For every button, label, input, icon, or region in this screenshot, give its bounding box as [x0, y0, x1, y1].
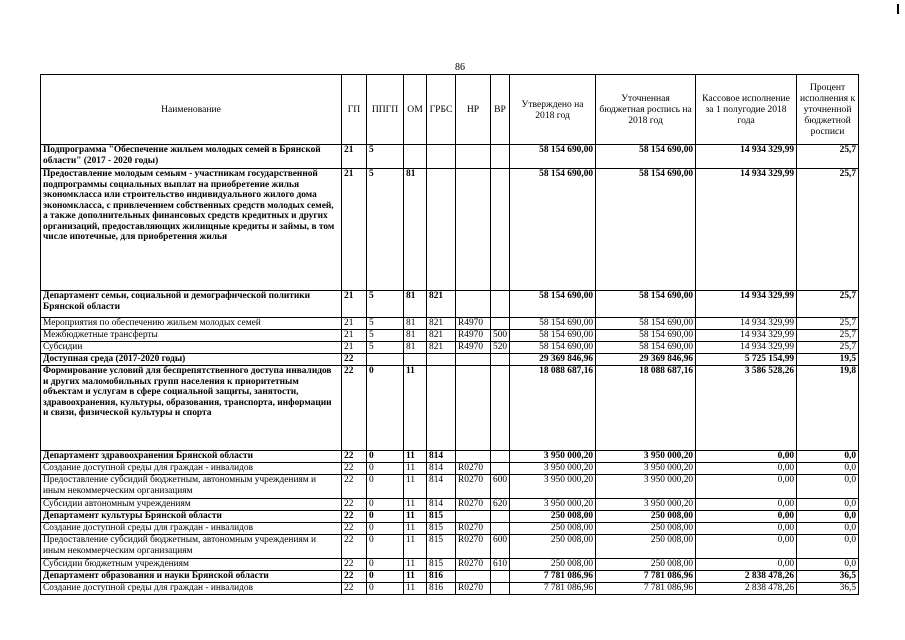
cell-om: 11 — [404, 366, 427, 451]
budget-table — [40, 74, 859, 595]
cell-refined: 58 154 690,00 — [596, 169, 696, 291]
cell-grbs: 814 — [427, 499, 456, 511]
cell-vr — [491, 318, 510, 330]
cell-vr — [491, 451, 510, 463]
table-row — [41, 559, 859, 571]
cell-ppgp: 0 — [367, 475, 404, 499]
cell-nr — [456, 511, 491, 523]
cell-ppgp: 0 — [367, 451, 404, 463]
table-row — [41, 169, 859, 291]
table-row — [41, 475, 859, 499]
cell-approved: 58 154 690,00 — [510, 169, 596, 291]
cell-cash: 0,00 — [696, 499, 797, 511]
cell-gp: 22 — [342, 499, 367, 511]
cell-gp: 21 — [342, 291, 367, 318]
cell-cash: 14 934 329,99 — [696, 342, 797, 354]
table-row — [41, 463, 859, 475]
cell-cash: 14 934 329,99 — [696, 169, 797, 291]
cell-grbs — [427, 169, 456, 291]
cell-approved: 58 154 690,00 — [510, 318, 596, 330]
header-grbs: ГРБС — [427, 75, 456, 145]
cell-refined: 58 154 690,00 — [596, 342, 696, 354]
cell-gp: 21 — [342, 145, 367, 169]
cell-ppgp: 0 — [367, 559, 404, 571]
cell-name: Создание доступной среды для граждан - инвалидов — [41, 523, 342, 535]
cell-vr: 600 — [491, 475, 510, 499]
cell-grbs — [427, 366, 456, 451]
cell-gp: 21 — [342, 342, 367, 354]
cell-nr: R0270 — [456, 559, 491, 571]
cell-gp: 22 — [342, 559, 367, 571]
cell-name: Предоставление молодым семьям - участникам государственной подпрограммы социальных выплат на приобретение жилья экономкласса или строительство индивидуального жилого дома экономкласса, с привлечением собственных средств молодых семей, а также дополнительных финансовых средств кредитных и других организаций, предоставляющих жилищные кредиты и займы, в том числе ипотечные, для приобретения жилья — [41, 169, 342, 291]
cell-ppgp: 5 — [367, 330, 404, 342]
cell-name: Департамент семьи, социальной и демографической политики Брянской области — [41, 291, 342, 318]
table-row — [41, 366, 859, 451]
cell-name: Субсидии бюджетным учреждениям — [41, 559, 342, 571]
cell-percent: 0,0 — [797, 451, 859, 463]
cell-nr — [456, 291, 491, 318]
cell-grbs: 814 — [427, 463, 456, 475]
cell-gp: 22 — [342, 523, 367, 535]
table-row — [41, 330, 859, 342]
cell-cash: 0,00 — [696, 451, 797, 463]
cell-refined: 58 154 690,00 — [596, 291, 696, 318]
cell-percent: 0,0 — [797, 475, 859, 499]
cell-nr: R0270 — [456, 583, 491, 595]
cell-grbs: 815 — [427, 535, 456, 559]
cell-ppgp: 0 — [367, 583, 404, 595]
cell-refined: 250 008,00 — [596, 523, 696, 535]
cell-vr — [491, 583, 510, 595]
cell-approved: 18 088 687,16 — [510, 366, 596, 451]
header-ppgp: ППГП — [367, 75, 404, 145]
cell-approved: 7 781 086,96 — [510, 571, 596, 583]
cell-refined: 3 950 000,20 — [596, 475, 696, 499]
cell-approved: 58 154 690,00 — [510, 291, 596, 318]
table-row — [41, 571, 859, 583]
cell-percent: 0,0 — [797, 559, 859, 571]
header-om: ОМ — [404, 75, 427, 145]
header-approved: Утверждено на 2018 год — [510, 75, 596, 145]
cell-nr — [456, 366, 491, 451]
cell-percent: 36,5 — [797, 583, 859, 595]
cell-gp: 21 — [342, 330, 367, 342]
cell-ppgp: 0 — [367, 499, 404, 511]
cell-om: 81 — [404, 342, 427, 354]
cell-percent: 0,0 — [797, 523, 859, 535]
cell-gp: 22 — [342, 451, 367, 463]
table-row — [41, 499, 859, 511]
cell-gp: 22 — [342, 475, 367, 499]
cell-cash: 0,00 — [696, 511, 797, 523]
cell-approved: 3 950 000,20 — [510, 451, 596, 463]
cell-name: Субсидии — [41, 342, 342, 354]
cell-om: 81 — [404, 169, 427, 291]
cell-percent: 0,0 — [797, 535, 859, 559]
cell-om: 81 — [404, 330, 427, 342]
cell-approved: 3 950 000,20 — [510, 463, 596, 475]
cell-name: Субсидии автономным учреждениям — [41, 499, 342, 511]
cell-ppgp: 0 — [367, 366, 404, 451]
cell-name: Предоставление субсидий бюджетным, автономным учреждениям и иным некоммерческим организациям — [41, 475, 342, 499]
cell-om — [404, 354, 427, 366]
cell-percent: 36,5 — [797, 571, 859, 583]
cell-grbs: 814 — [427, 475, 456, 499]
table-row — [41, 342, 859, 354]
cell-percent: 0,0 — [797, 511, 859, 523]
cell-refined: 58 154 690,00 — [596, 145, 696, 169]
cell-om: 11 — [404, 559, 427, 571]
cell-gp: 22 — [342, 463, 367, 475]
cell-gp: 22 — [342, 366, 367, 451]
cell-refined: 7 781 086,96 — [596, 583, 696, 595]
header-nr: НР — [456, 75, 491, 145]
cell-nr: R4970 — [456, 342, 491, 354]
header-gp: ГП — [342, 75, 367, 145]
cell-approved: 3 950 000,20 — [510, 499, 596, 511]
cell-grbs — [427, 354, 456, 366]
cell-percent: 19,5 — [797, 354, 859, 366]
cell-ppgp: 5 — [367, 169, 404, 291]
cell-vr: 520 — [491, 342, 510, 354]
cell-gp: 22 — [342, 511, 367, 523]
cell-name: Департамент образования и науки Брянской области — [41, 571, 342, 583]
cell-vr: 500 — [491, 330, 510, 342]
cell-om: 11 — [404, 475, 427, 499]
cell-nr — [456, 145, 491, 169]
table-row — [41, 318, 859, 330]
cell-cash: 14 934 329,99 — [696, 330, 797, 342]
cell-grbs: 816 — [427, 583, 456, 595]
cell-approved: 250 008,00 — [510, 511, 596, 523]
cell-name: Создание доступной среды для граждан - инвалидов — [41, 463, 342, 475]
cell-cash: 0,00 — [696, 559, 797, 571]
cell-nr — [456, 451, 491, 463]
cell-approved: 58 154 690,00 — [510, 145, 596, 169]
cell-vr: 620 — [491, 499, 510, 511]
cell-name: Департамент здравоохранения Брянской области — [41, 451, 342, 463]
cell-om: 81 — [404, 318, 427, 330]
table-row — [41, 291, 859, 318]
cell-grbs: 821 — [427, 330, 456, 342]
cell-name: Подпрограмма "Обеспечение жильем молодых семей в Брянской области" (2017 - 2020 годы) — [41, 145, 342, 169]
cell-percent: 25,7 — [797, 291, 859, 318]
page-number: 86 — [455, 62, 465, 73]
cell-cash: 3 586 528,26 — [696, 366, 797, 451]
header-cash: Кассовое исполнение за 1 полугодие 2018 года — [696, 75, 797, 145]
header-percent: Процент исполнения к уточненной бюджетной росписи — [797, 75, 859, 145]
cell-grbs: 814 — [427, 451, 456, 463]
cell-vr — [491, 291, 510, 318]
cell-approved: 58 154 690,00 — [510, 330, 596, 342]
cell-gp: 22 — [342, 583, 367, 595]
cell-refined: 58 154 690,00 — [596, 318, 696, 330]
cell-vr — [491, 571, 510, 583]
cell-om: 11 — [404, 583, 427, 595]
cell-refined: 3 950 000,20 — [596, 451, 696, 463]
cell-approved: 250 008,00 — [510, 535, 596, 559]
cell-grbs: 821 — [427, 291, 456, 318]
cell-name: Создание доступной среды для граждан - инвалидов — [41, 583, 342, 595]
cell-vr — [491, 354, 510, 366]
header-refined: Уточненная бюджетная роспись на 2018 год — [596, 75, 696, 145]
cell-percent: 19,8 — [797, 366, 859, 451]
cell-gp: 21 — [342, 169, 367, 291]
cell-cash: 0,00 — [696, 523, 797, 535]
cell-refined: 3 950 000,20 — [596, 499, 696, 511]
cell-cash: 0,00 — [696, 535, 797, 559]
cell-vr — [491, 366, 510, 451]
cell-ppgp: 0 — [367, 523, 404, 535]
cell-om: 81 — [404, 291, 427, 318]
cell-vr — [491, 145, 510, 169]
cell-om: 11 — [404, 451, 427, 463]
cell-grbs: 815 — [427, 511, 456, 523]
cell-name: Межбюджетные трансферты — [41, 330, 342, 342]
cell-nr — [456, 354, 491, 366]
cell-ppgp: 5 — [367, 318, 404, 330]
cell-refined: 29 369 846,96 — [596, 354, 696, 366]
cell-percent: 25,7 — [797, 342, 859, 354]
cell-cash: 0,00 — [696, 463, 797, 475]
header-name: Наименование — [41, 75, 342, 145]
cell-cash: 0,00 — [696, 475, 797, 499]
cell-nr: R0270 — [456, 535, 491, 559]
cell-vr — [491, 511, 510, 523]
cell-refined: 250 008,00 — [596, 511, 696, 523]
cell-gp: 21 — [342, 318, 367, 330]
cell-approved: 7 781 086,96 — [510, 583, 596, 595]
cell-name: Доступная среда (2017-2020 годы) — [41, 354, 342, 366]
cell-nr — [456, 571, 491, 583]
cell-refined: 250 008,00 — [596, 559, 696, 571]
cell-percent: 25,7 — [797, 330, 859, 342]
cell-cash: 2 838 478,26 — [696, 583, 797, 595]
cell-grbs: 816 — [427, 571, 456, 583]
cell-grbs: 821 — [427, 342, 456, 354]
cell-cash: 5 725 154,99 — [696, 354, 797, 366]
cell-gp: 22 — [342, 571, 367, 583]
cell-gp: 22 — [342, 354, 367, 366]
cell-vr — [491, 169, 510, 291]
cell-cash: 14 934 329,99 — [696, 145, 797, 169]
cell-gp: 22 — [342, 535, 367, 559]
cell-grbs — [427, 145, 456, 169]
cell-refined: 7 781 086,96 — [596, 571, 696, 583]
cell-refined: 3 950 000,20 — [596, 463, 696, 475]
cell-nr: R4970 — [456, 318, 491, 330]
cell-name: Предоставление субсидий бюджетным, автономным учреждениям и иным некоммерческим организациям — [41, 535, 342, 559]
cell-nr: R0270 — [456, 475, 491, 499]
cell-percent: 25,7 — [797, 318, 859, 330]
cell-vr — [491, 523, 510, 535]
cell-percent: 0,0 — [797, 499, 859, 511]
cell-vr: 610 — [491, 559, 510, 571]
cell-grbs: 821 — [427, 318, 456, 330]
cell-ppgp: 5 — [367, 342, 404, 354]
table-row — [41, 451, 859, 463]
cell-approved: 58 154 690,00 — [510, 342, 596, 354]
cell-grbs: 815 — [427, 559, 456, 571]
cell-percent: 25,7 — [797, 145, 859, 169]
cell-percent: 0,0 — [797, 463, 859, 475]
cell-cash: 14 934 329,99 — [696, 291, 797, 318]
cell-nr — [456, 169, 491, 291]
cell-nr: R4970 — [456, 330, 491, 342]
table-row — [41, 511, 859, 523]
cell-refined: 18 088 687,16 — [596, 366, 696, 451]
cell-vr — [491, 463, 510, 475]
cell-percent: 25,7 — [797, 169, 859, 291]
cell-ppgp: 0 — [367, 535, 404, 559]
cell-ppgp: 0 — [367, 463, 404, 475]
cell-approved: 3 950 000,20 — [510, 475, 596, 499]
header-row — [41, 75, 859, 145]
cell-om — [404, 145, 427, 169]
table-row — [41, 523, 859, 535]
cell-refined: 58 154 690,00 — [596, 330, 696, 342]
cell-vr: 600 — [491, 535, 510, 559]
cell-om: 11 — [404, 571, 427, 583]
cell-nr: R0270 — [456, 499, 491, 511]
cell-ppgp — [367, 354, 404, 366]
cell-name: Мероприятия по обеспечению жильем молодых семей — [41, 318, 342, 330]
cell-om: 11 — [404, 463, 427, 475]
cell-om: 11 — [404, 535, 427, 559]
table-row — [41, 145, 859, 169]
cell-nr: R0270 — [456, 523, 491, 535]
cell-om: 11 — [404, 499, 427, 511]
cell-approved: 250 008,00 — [510, 559, 596, 571]
cell-ppgp: 0 — [367, 571, 404, 583]
cell-approved: 250 008,00 — [510, 523, 596, 535]
cell-ppgp: 0 — [367, 511, 404, 523]
cell-name: Департамент культуры Брянской области — [41, 511, 342, 523]
cell-cash: 14 934 329,99 — [696, 318, 797, 330]
header-vr: ВР — [491, 75, 510, 145]
cell-om: 11 — [404, 511, 427, 523]
cell-ppgp: 5 — [367, 291, 404, 318]
margin-mark — [897, 4, 899, 14]
table-row — [41, 535, 859, 559]
table-row — [41, 583, 859, 595]
table-row — [41, 354, 859, 366]
cell-nr: R0270 — [456, 463, 491, 475]
cell-name: Формирование условий для беспрепятственного доступа инвалидов и других маломобильных групп населения к приоритетным объектам и услугам в сфере социальной защиты, занятости, здравоохранения, культуры, образования, транспорта, информации и связи, физической культуры и спорта — [41, 366, 342, 451]
cell-om: 11 — [404, 523, 427, 535]
cell-ppgp: 5 — [367, 145, 404, 169]
cell-cash: 2 838 478,26 — [696, 571, 797, 583]
cell-approved: 29 369 846,96 — [510, 354, 596, 366]
cell-refined: 250 008,00 — [596, 535, 696, 559]
cell-grbs: 815 — [427, 523, 456, 535]
